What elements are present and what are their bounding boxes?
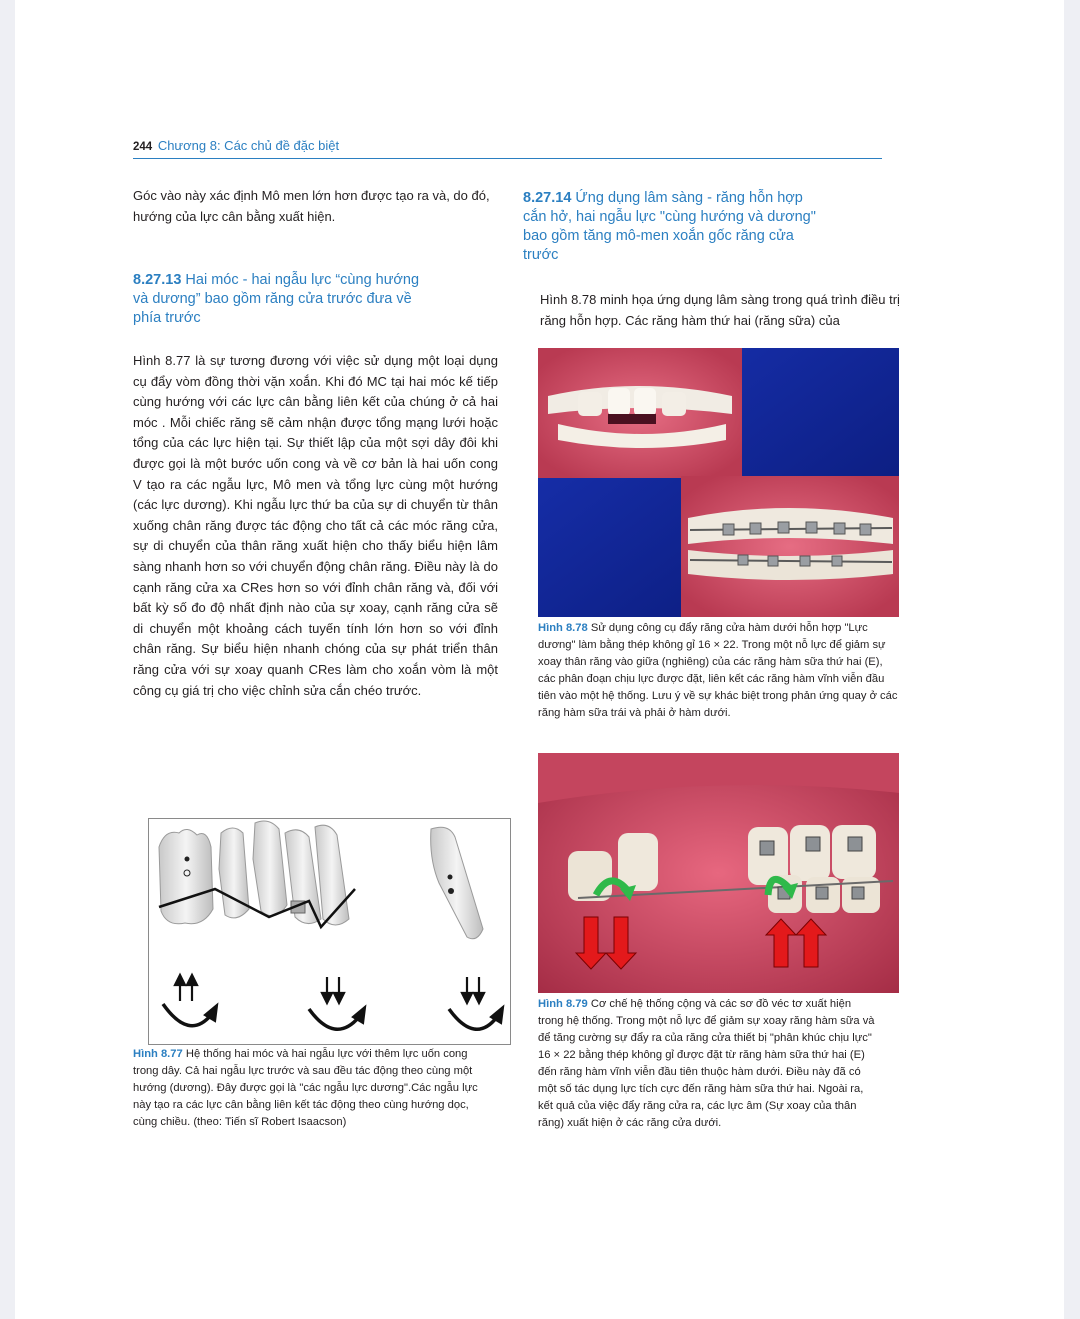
isolated-incisor-tooth	[431, 827, 483, 939]
figure-8-78-caption	[538, 620, 902, 722]
page-number: 244	[133, 141, 153, 153]
section-heading-8-27-14	[523, 189, 823, 265]
section-number: 8.27.14	[523, 190, 572, 206]
negative-force-arrows-3	[449, 977, 503, 1029]
running-header	[133, 138, 882, 159]
open-bite-photo	[538, 348, 742, 478]
figure-8-77-caption	[133, 1046, 483, 1131]
figure-8-79-caption	[538, 996, 878, 1132]
section-number: 8.27.13	[133, 272, 182, 288]
brackets-photo	[681, 476, 899, 617]
section-title: Ứng dụng lâm sàng - răng hỗn hợp cắn hở, hai ngẫu lực "cùng hướng và dương" bao gồm tăng mô-men xoắn gốc răng cửa trước	[523, 190, 816, 263]
figure-label: Hình 8.78	[538, 622, 588, 634]
caption-text: Cơ chế hệ thống cộng và các sơ đồ véc tơ xuất hiện trong hệ thống. Trong một nỗ lực để giảm sự xoay răng hàm sữa và để tăng cường sự đẩy ra của răng cửa thiết bị "phân khúc chịu lực" 16 × 22 bằng thép không gỉ được đặt từ răng hàm sữa thứ hai (E) đến răng hàm vĩnh viễn đầu tiên thuộc hàm dưới. Điều này đã có một số tác dụng lực tích cực đến răng hàm sữa thứ hai. Ngoài ra, kết quả của việc đẩy răng cửa ra, các lực âm (Sự xoay của thân răng) xuất hiện ở các răng cửa dưới.	[538, 998, 875, 1129]
figure-label: Hình 8.77	[133, 1048, 183, 1060]
molar-tooth	[159, 829, 213, 923]
body-paragraph: Hình 8.77 là sự tương đương với việc sử dụng một loại dụng cụ đẩy vòm đồng thời vặn xoắn. Khi đó MC tại hai móc kế tiếp cùng hướng với các lực cân bằng liên kết của chúng ở cả hai móc . Mỗi chiếc răng sẽ cảm nhận được tổng mạng lưới hoặc tổng của các lực hiện tại. Sự thiết lập của một sợi dây đôi khi được gọi là một bước uốn cong và về cơ bản là hai uốn cong V tạo ra các ngẫu lực, Mô men và tổng lực cùng một hướng (các lực dương). Khi ngẫu lực thứ ba của sự di chuyển từ thân xuống chân răng được tác động cho tất cả các móc răng cửa, sự di chuyển của thân răng xuất hiện cho thấy biểu hiện lâm sàng nhanh hơn so với chuyển động chân răng. Điều này là do cạnh răng cửa xa CRes hơn so với đỉnh chân răng và, đối với bất kỳ số đo độ nhất định nào của sự xoay, cạnh răng cửa sẽ di chuyển một khoảng cách tuyến tính lớn hơn so với đỉnh chân răng. Sự biểu hiện nhanh chóng của sự phát triển thân răng cửa với sự xoay quanh CRes làm cho xoắn vòm là một công cụ giá trị cho việc chỉnh sửa cắn chéo trước.	[133, 353, 498, 698]
figure-8-78-photo-composite	[538, 348, 899, 617]
intro-paragraph: Góc vào này xác định Mô men lớn hơn được tạo ra và, do đó, hướng của lực cân bằng xuất hiện.	[133, 188, 490, 224]
caption-text: Sử dụng công cụ đẩy răng cửa hàm dưới hỗn hợp "Lực dương" làm bằng thép không gỉ 16 × 22. Trong một nỗ lực để giảm sự xoay thân răng vào giữa (nghiêng) của các răng hàm sữa thứ hai (E), các phân đoạn chịu lực được đặt, liên kết các răng hàm vĩnh viễn đầu tiên vào một hệ thống. Lưu ý về sự khác biệt trong phản ứng quay ở các răng hàm sữa trái và phải ở hàm dưới.	[538, 622, 898, 719]
figure-8-77-diagram	[148, 818, 511, 1045]
caption-text: Hệ thống hai móc và hai ngẫu lực với thêm lực uốn cong trong dây. Cả hai ngẫu lực trước và sau đều tác động theo cùng một hướng (dương). Đây được gọi là "các ngẫu lực dương".Các ngẫu lực này tạo ra các lực cân bằng liên kết tác động theo cùng hướng dọc, cùng chiều. (theo: Tiến sĩ Robert Isaacson)	[133, 1048, 478, 1128]
negative-force-arrows-2	[309, 977, 365, 1029]
figure-label: Hình 8.79	[538, 998, 588, 1010]
canine-tooth	[253, 821, 287, 916]
figure-8-79-photo	[538, 753, 899, 993]
section-title: Hai móc - hai ngẫu lực “cùng hướng và dương” bao gồm răng cửa trước đưa về phía trước	[133, 272, 420, 326]
right-body-paragraph: Hình 8.78 minh họa ứng dụng lâm sàng trong quá trình điều trị răng hỗn hợp. Các răng hàm thứ hai (răng sữa) của	[540, 292, 900, 328]
tooth-moment-diagram	[149, 819, 510, 1044]
chapter-title: Chương 8: Các chủ đề đặc biệt	[157, 138, 340, 153]
positive-force-arrows-1	[163, 975, 217, 1026]
section-heading-8-27-13	[133, 271, 423, 328]
